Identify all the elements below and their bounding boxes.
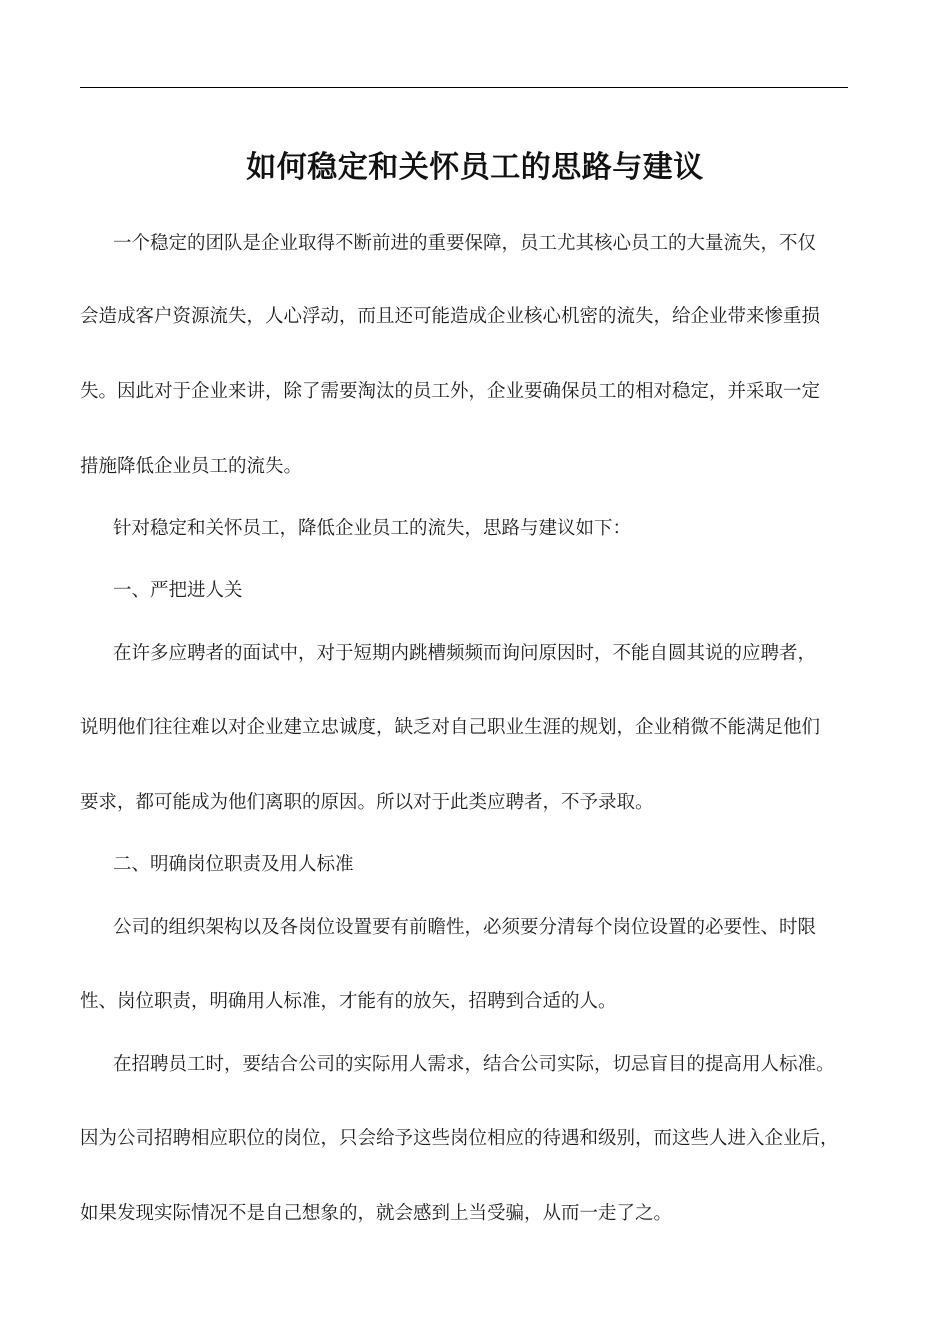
paragraph-line: 失。因此对于企业来讲，除了需要淘汰的员工外，企业要确保员工的相对稳定，并采取一定 — [80, 381, 821, 402]
paragraph-line: 说明他们往往难以对企业建立忠诚度，缺乏对自己职业生涯的规划，企业稍微不能满足他们 — [80, 717, 821, 738]
paragraph-line: 会造成客户资源流失，人心浮动，而且还可能造成企业核心机密的流失，给企业带来惨重损 — [80, 306, 821, 327]
section-heading-text: 二、明确岗位职责及用人标准 — [113, 854, 354, 875]
section-heading-text: 一、严把进人关 — [113, 580, 243, 601]
document-title: 如何稳定和关怀员工的思路与建议 — [246, 150, 704, 186]
paragraph-line: 一个稳定的团队是企业取得不断前进的重要保障，员工尤其核心员工的大量流失，不仅 — [113, 233, 817, 254]
paragraph-line: 性、岗位职责，明确用人标准，才能有的放矢，招聘到合适的人。 — [80, 991, 617, 1012]
paragraph-line: 要求，都可能成为他们离职的原因。所以对于此类应聘者，不予录取。 — [80, 792, 654, 813]
paragraph-line: 如果发现实际情况不是自己想象的，就会感到上当受骗，从而一走了之。 — [80, 1203, 673, 1224]
header-rule — [80, 87, 848, 88]
paragraph-line: 措施降低企业员工的流失。 — [80, 456, 303, 477]
paragraph-line: 在招聘员工时，要结合公司的实际用人需求，结合公司实际，切忌盲目的提高用人标准。 — [113, 1054, 835, 1075]
paragraph-line: 针对稳定和关怀员工，降低企业员工的流失，思路与建议如下： — [113, 518, 632, 539]
paragraph-line: 因为公司招聘相应职位的岗位，只会给予这些岗位相应的待遇和级别，而这些人进入企业后， — [80, 1128, 839, 1149]
paragraph-line: 在许多应聘者的面试中，对于短期内跳槽频频而询问原因时，不能自圆其说的应聘者， — [113, 643, 817, 664]
paragraph-line: 公司的组织架构以及各岗位设置要有前瞻性，必须要分清每个岗位设置的必要性、时限 — [113, 917, 817, 938]
